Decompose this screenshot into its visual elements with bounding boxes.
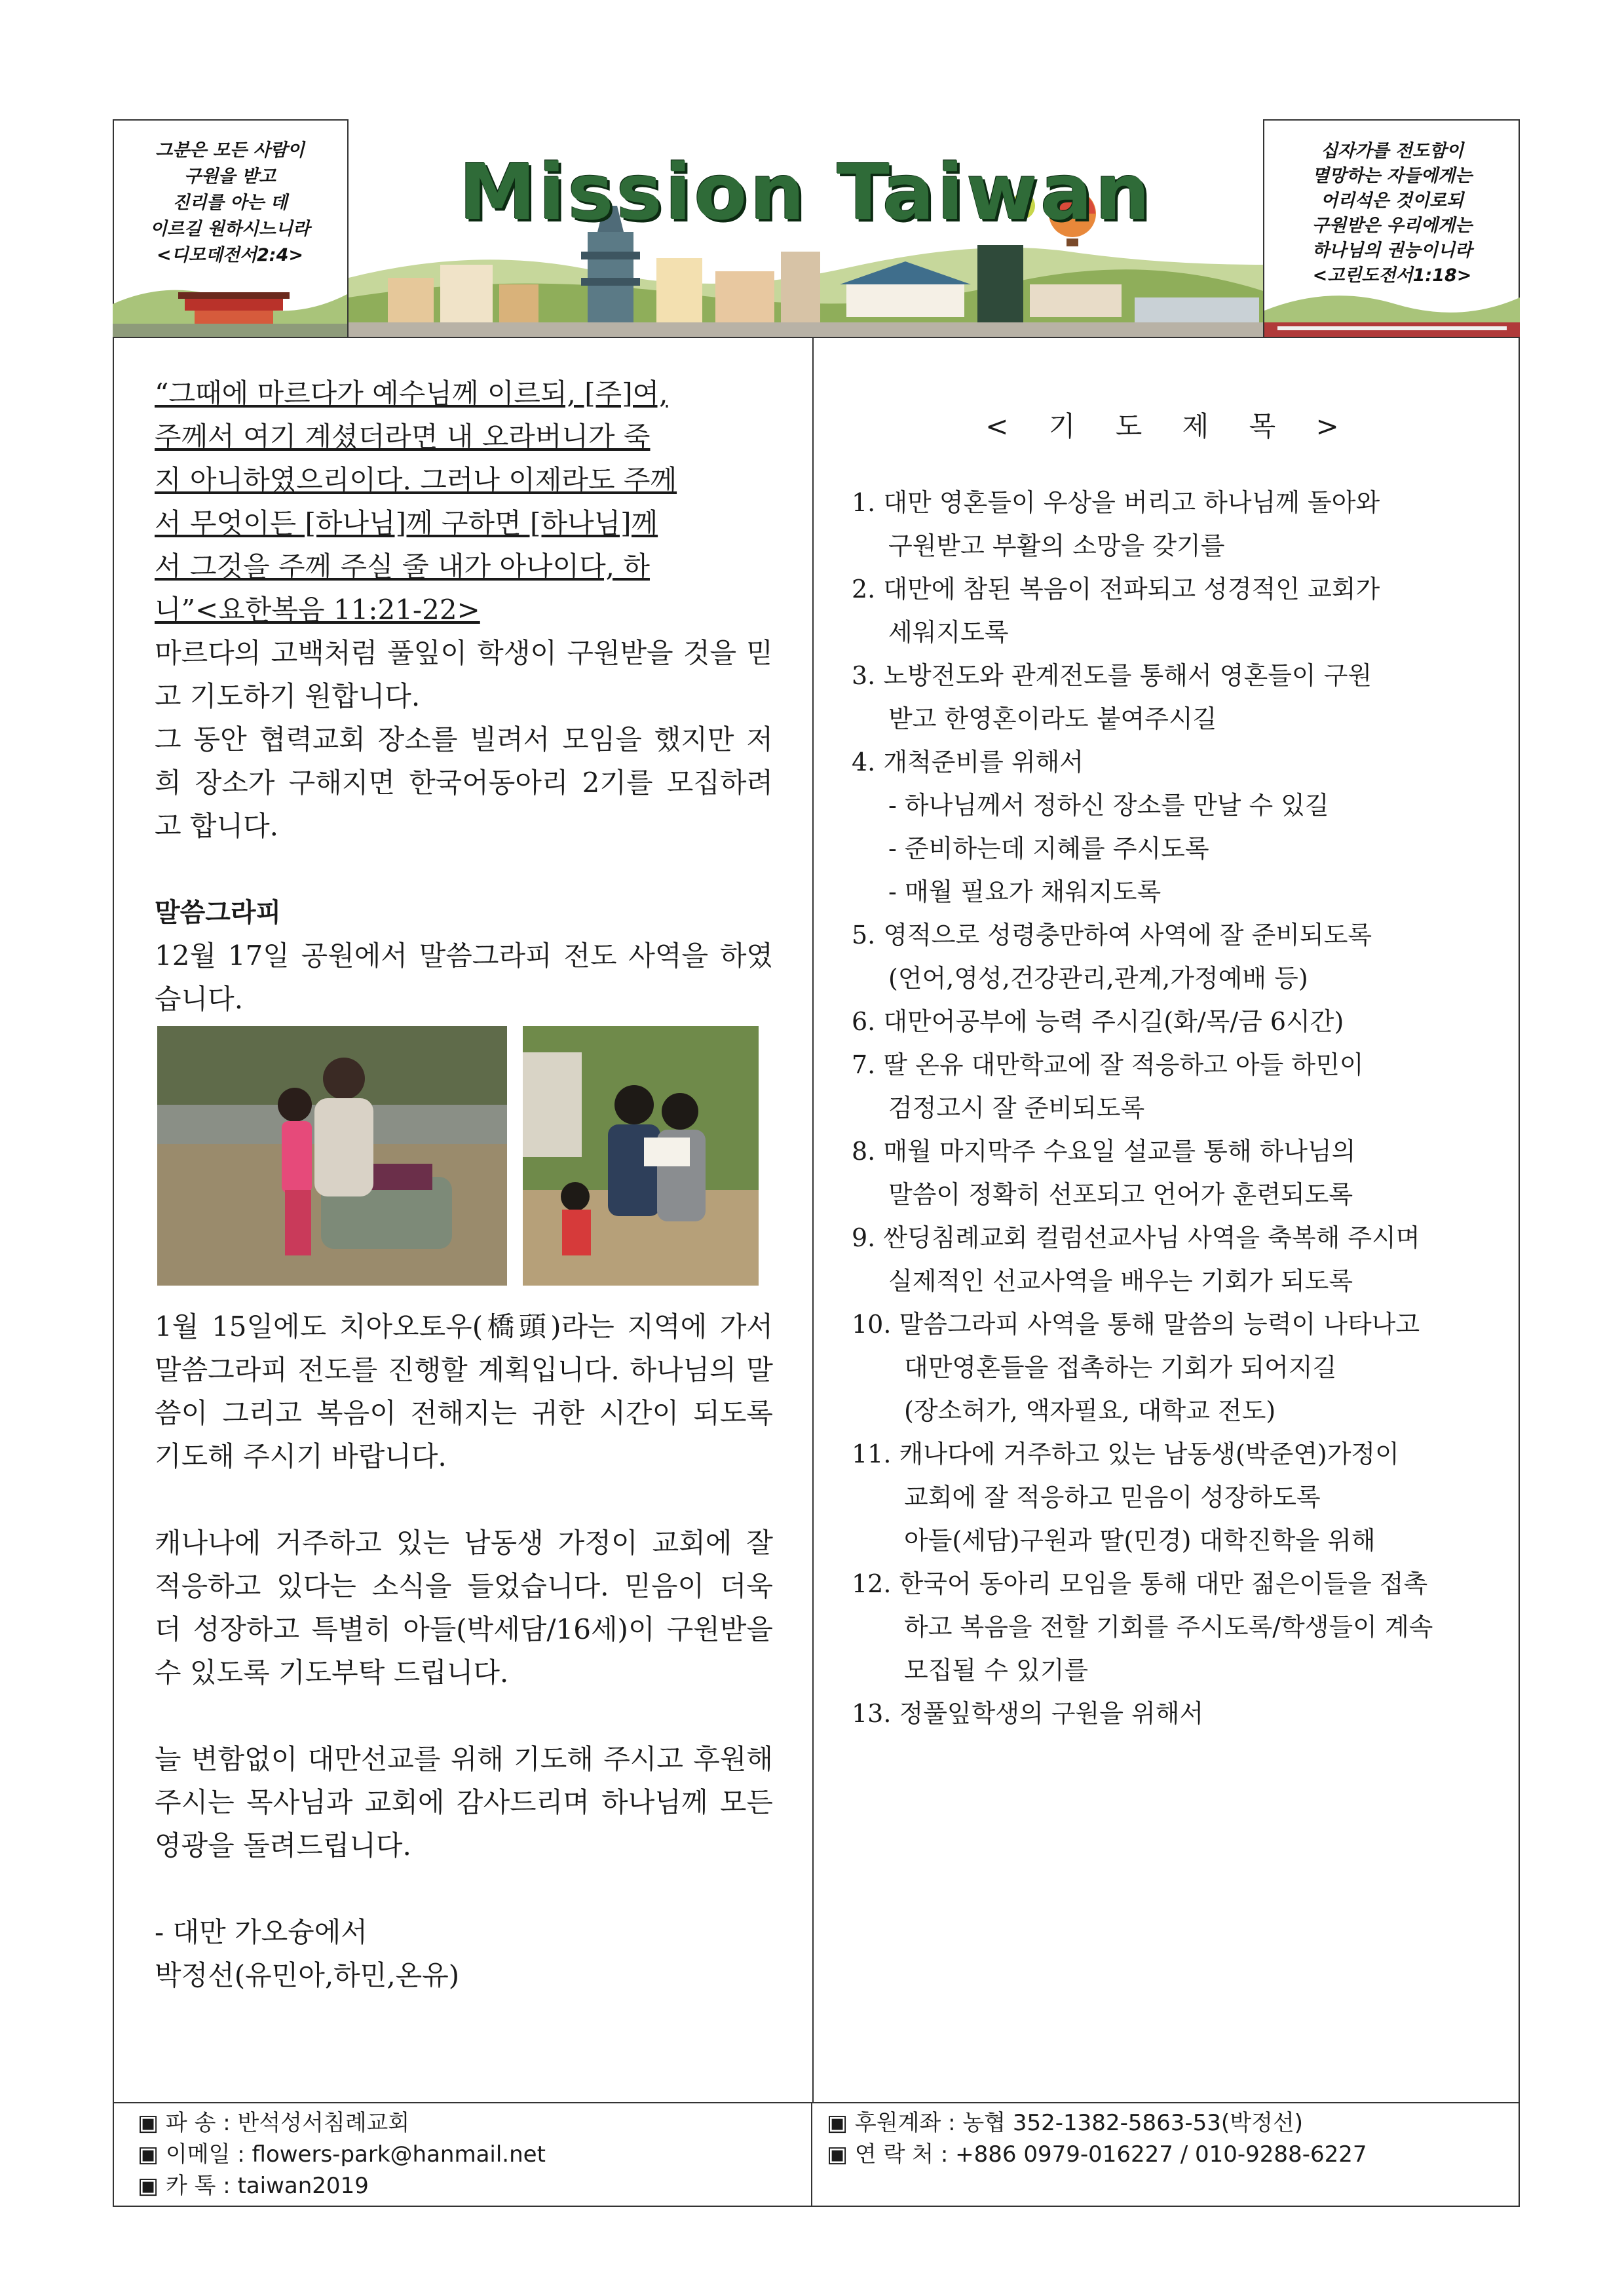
prayer-item-line: 세워지도록: [888, 618, 1009, 647]
scripture-quote-line: 주께서 여기 계셨더라면 내 오라버니가 죽: [155, 421, 651, 453]
paragraph-family-news: 캐나나에 거주하고 있는 남동생 가정이 교회에 잘 적응하고 있다는 소식을 들었습니다. 믿음이 더욱 더 성장하고 특별히 아들(박세담/16세)이 구원받을 수 있도록 기도부탁 드립니다.: [155, 1527, 773, 1689]
footer-account: ▣ 후원계좌 : 농협 352-1382-5863-53(박정선): [827, 2110, 1303, 2136]
prayer-list: [852, 481, 1488, 1735]
right-verse-line: 하나님의 권능이니라: [1312, 240, 1473, 261]
park-ministry-photo-1: [157, 1026, 507, 1286]
prayer-item-line: 1. 대만 영혼들이 우상을 버리고 하나님께 돌아와: [852, 488, 1380, 517]
footer-contact: ▣ 연 락 처 : +886 0979-016227 / 010-9288-6227: [827, 2141, 1367, 2168]
prayer-item-line: 교회에 잘 적응하고 믿음이 성장하도록: [904, 1483, 1321, 1512]
scripture-quote-line: 지 아니하였으리이다. 그러나 이제라도 주께: [155, 464, 677, 496]
signature-location: - 대만 가오슝에서: [155, 1916, 368, 1948]
prayer-title: < 기 도 제 목 >: [985, 410, 1355, 442]
column-divider: [812, 338, 814, 2102]
prayer-item-line: (장소허가, 액자필요, 대학교 전도): [904, 1396, 1276, 1425]
prayer-item-line: 받고 한영혼이라도 붙여주시길: [888, 704, 1217, 733]
park-ministry-photo-2: [523, 1026, 759, 1286]
left-verse-box: [113, 119, 349, 337]
left-landscape-illustration: [113, 258, 347, 337]
right-verse-line: 구원받은 우리에게는: [1312, 216, 1473, 236]
paragraph-thanks: 늘 변함없이 대만선교를 위해 기도해 주시고 후원해 주시는 목사님과 교회에 감사드리며 하나님께 모든 영광을 돌려드립니다.: [155, 1743, 773, 1862]
newsletter-title: Mission Taiwan: [459, 147, 1153, 237]
prayer-item-line: 아들(세담)구원과 딸(민경) 대학진학을 위해: [904, 1526, 1376, 1555]
prayer-item-line: 대만영혼들을 접촉하는 기회가 되어지길: [904, 1353, 1337, 1382]
section-text: 12월 17일 공원에서 말씀그라피 전도 사역을 하였습니다.: [155, 940, 773, 1015]
prayer-column: [852, 405, 1488, 1735]
paragraph-meeting-place: 그 동안 협력교회 장소를 빌려서 모임을 했지만 저희 장소가 구해지면 한국어동아리 2기를 모집하려고 합니다.: [155, 723, 773, 842]
paragraph-prayer-student: 마르다의 고백처럼 풀잎이 학생이 구원받을 것을 믿고 기도하기 원합니다.: [155, 637, 773, 712]
prayer-item-line: 3. 노방전도와 관계전도를 통해서 영혼들이 구원: [852, 661, 1372, 690]
right-verse-line: 십자가를 전도함이: [1320, 141, 1464, 161]
right-verse-box: [1263, 119, 1520, 337]
banner: [349, 119, 1263, 337]
photo-row: [155, 1026, 773, 1296]
prayer-item-line: - 준비하는데 지혜를 주시도록: [888, 834, 1209, 863]
prayer-item-line: 5. 영적으로 성령충만하여 사역에 잘 준비되도록: [852, 921, 1372, 949]
prayer-item-line: 검정고시 잘 준비되도록: [888, 1094, 1145, 1122]
prayer-item-line: 8. 매월 마지막주 수요일 설교를 통해 하나님의: [852, 1137, 1356, 1166]
prayer-item-line: - 하나님께서 정하신 장소를 만날 수 있길: [888, 791, 1329, 820]
footer-kakao: ▣ 카 톡 : taiwan2019: [138, 2173, 369, 2199]
right-verse-line: 멸망하는 자들에게는: [1312, 166, 1473, 186]
left-verse-line: 그분은 모든 사람이: [155, 140, 305, 161]
left-verse: [113, 138, 347, 269]
prayer-item-line: 10. 말씀그라피 사역을 통해 말씀의 능력이 나타나고: [852, 1310, 1420, 1339]
prayer-item-line: 7. 딸 온유 대만학교에 잘 적응하고 아들 하민이: [852, 1050, 1364, 1079]
prayer-item-line: 하고 복음을 전할 기회를 주시도록/학생들이 계속: [904, 1613, 1433, 1641]
paragraph-outreach-plan: 1월 15일에도 치아오토우(橋頭)라는 지역에 가서 말씀그라피 전도를 진행할 계획입니다. 하나님의 말씀이 그리고 복음이 전해지는 귀한 시간이 되도록 기도해 주시기 바랍니다.: [155, 1311, 773, 1472]
left-verse-line: 구원을 받고: [184, 166, 276, 187]
prayer-item-line: - 매월 필요가 채워지도록: [888, 877, 1161, 906]
footer-send-church: ▣ 파 송 : 반석성서침례교회: [138, 2110, 410, 2136]
left-verse-line: 이르길 원하시느니라: [149, 219, 311, 239]
footer-divider: [811, 2103, 812, 2207]
section-title: 말씀그라피: [155, 898, 282, 928]
right-verse-line: 어리석은 것이로되: [1320, 191, 1464, 211]
scripture-quote-line: 니”<요한복음 11:21-22>: [155, 594, 480, 626]
prayer-item-line: (언어,영성,건강관리,관계,가정예배 등): [888, 964, 1308, 993]
right-verse: [1264, 139, 1520, 288]
scripture-quote-line: 서 무엇이든 [하나님]께 구하면 [하나님]께: [155, 507, 658, 539]
left-verse-line: 진리를 아는 데: [172, 193, 288, 213]
prayer-item-line: 말씀이 정확히 선포되고 언어가 훈련되도록: [888, 1180, 1353, 1209]
prayer-item-line: 13. 정풀잎학생의 구원을 위해서: [852, 1699, 1204, 1728]
footer-email: ▣ 이메일 : flowers-park@hanmail.net: [138, 2141, 546, 2168]
scripture-quote-line: 서 그것을 주께 주실 줄 내가 아나이다, 하: [155, 550, 650, 583]
news-column: [155, 372, 773, 1997]
prayer-item-line: 모집될 수 있기를: [904, 1656, 1089, 1685]
right-verse-reference: <고린도전서1:18>: [1312, 265, 1472, 286]
prayer-item-line: 6. 대만어공부에 능력 주시길(화/목/금 6시간): [852, 1007, 1344, 1036]
header: [113, 119, 1520, 338]
prayer-item-line: 구원받고 부활의 소망을 갖기를: [888, 531, 1225, 560]
left-verse-reference: <디모데전서2:4>: [156, 245, 304, 265]
prayer-item-line: 실제적인 선교사역을 배우는 기회가 되도록: [888, 1267, 1353, 1295]
footer: [113, 2102, 1520, 2207]
prayer-item-line: 4. 개척준비를 위해서: [852, 748, 1084, 776]
scripture-quote-line: “그때에 마르다가 예수님께 이르되, [주]여,: [155, 377, 668, 410]
prayer-item-line: 11. 캐나다에 거주하고 있는 남동생(박준연)가정이: [852, 1440, 1399, 1468]
prayer-item-line: 2. 대만에 참된 복음이 전파되고 성경적인 교회가: [852, 575, 1380, 603]
signature-name: 박정선(유민아,하민,온유): [155, 1959, 460, 1991]
prayer-item-line: 9. 싼딩침례교회 컬럼선교사님 사역을 축복해 주시며: [852, 1223, 1420, 1252]
prayer-item-line: 12. 한국어 동아리 모임을 통해 대만 젊은이들을 접촉: [852, 1569, 1428, 1598]
